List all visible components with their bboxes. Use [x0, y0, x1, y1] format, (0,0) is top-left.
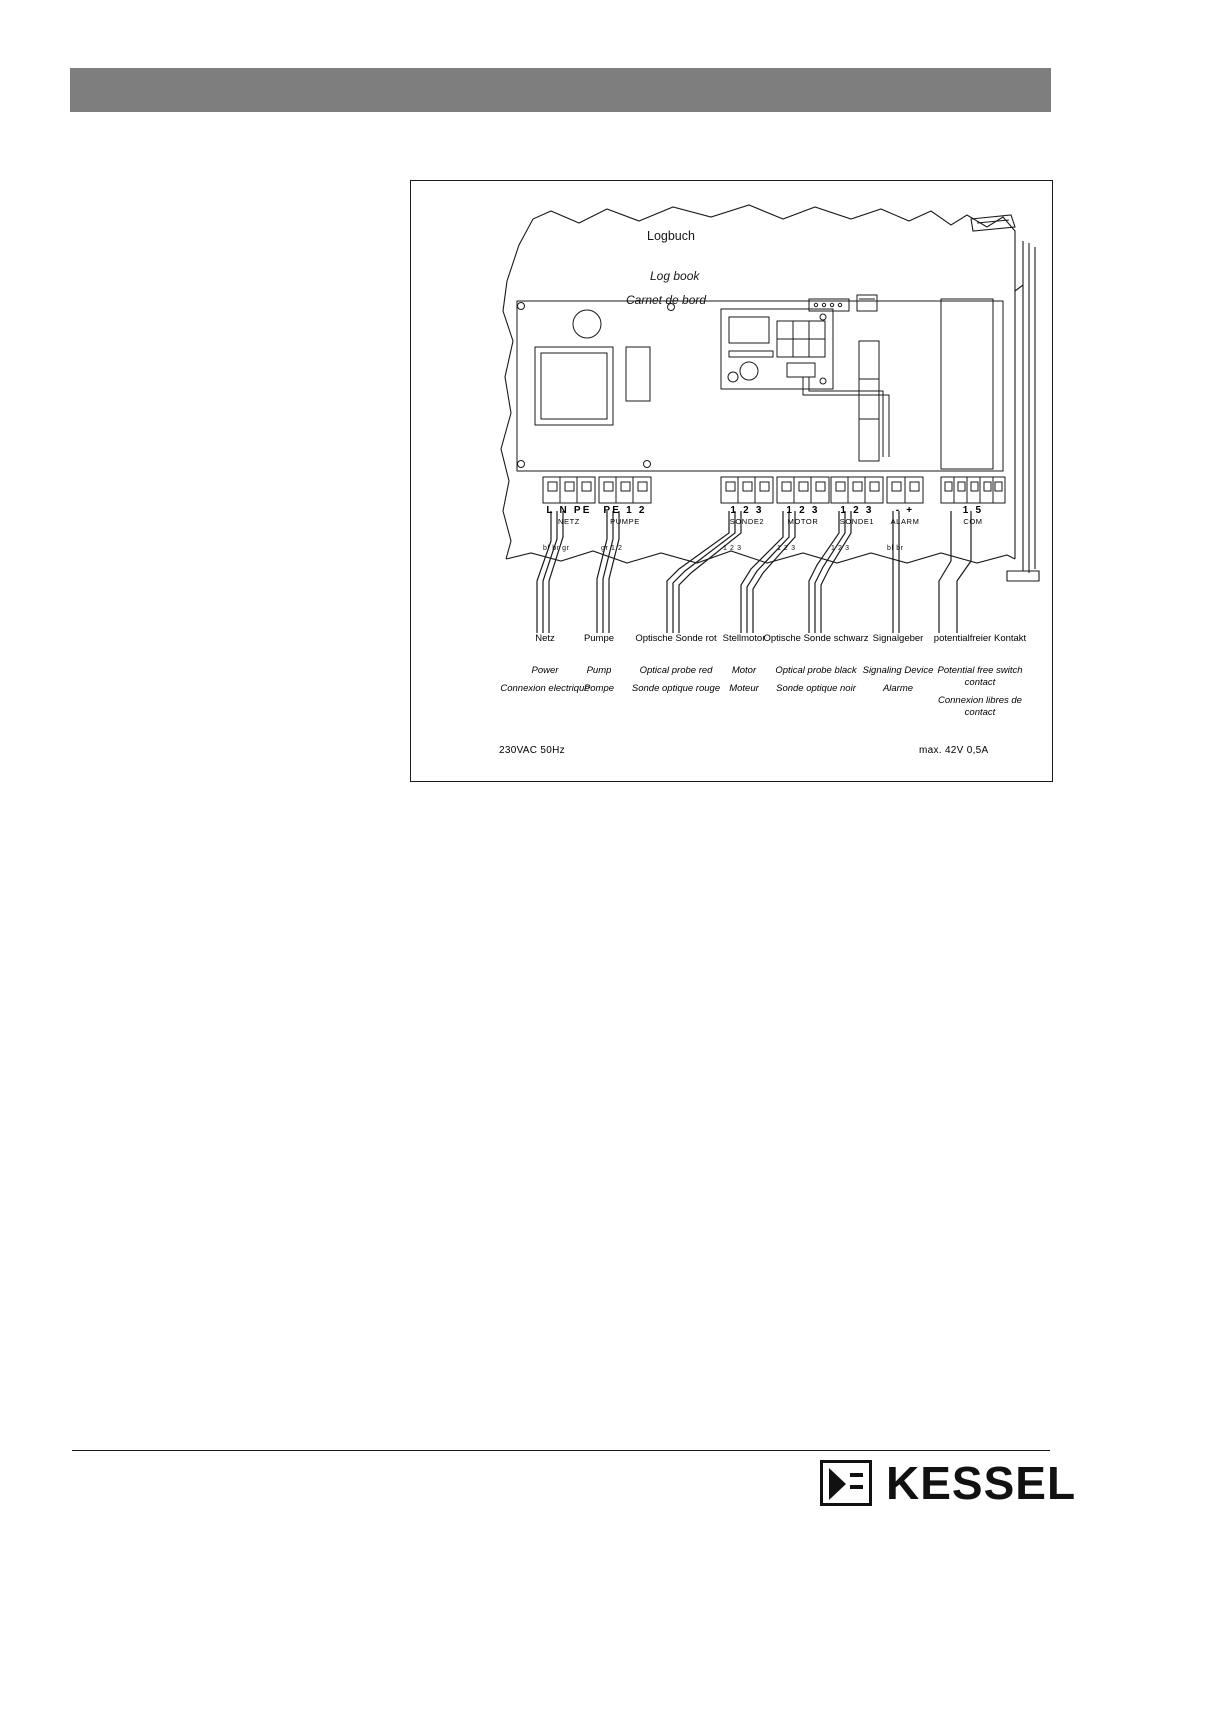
caption-potential-free-contact-de: potentialfreier Kontakt: [933, 633, 1027, 644]
caption-potential-free-contact-fr: Connexion libres de contact: [938, 695, 1022, 718]
caption-pump-de: Pumpe: [583, 633, 615, 644]
terminal-pumpe: [589, 505, 661, 527]
caption-signaling-device-de: Signalgeber: [872, 633, 924, 644]
terminal-alarm-numbers: - +: [895, 505, 915, 516]
terminal-com-numbers: 1 5: [962, 505, 984, 516]
caption-signaling-device-fr: Alarme: [882, 683, 914, 694]
wire-label-pumpe: gr 1 2: [601, 545, 623, 552]
wire-label-sonde2: 1 2 3: [723, 545, 742, 552]
wire-label-alarm: bl br: [887, 545, 904, 552]
caption-pump-fr: Pompe: [583, 683, 615, 694]
wire-label-sonde1: 1 2 3: [831, 545, 850, 552]
terminal-pumpe-numbers: PE 1 2: [603, 505, 647, 516]
terminal-sonde1-numbers: 1 2 3: [840, 505, 874, 516]
rating-mains: 230VAC 50Hz: [499, 745, 565, 756]
footer-divider: [72, 1450, 1050, 1451]
brand-logo: [820, 1456, 1076, 1510]
caption-potential-free-contact: [923, 633, 1037, 719]
terminal-sonde2-numbers: 1 2 3: [730, 505, 764, 516]
caption-optical-probe-red-fr: Sonde optique rouge: [631, 683, 721, 694]
terminal-sonde1-label: SONDE1: [839, 517, 875, 526]
caption-optical-probe-red-de: Optische Sonde rot: [635, 633, 717, 644]
caption-motor-en: Motor: [731, 665, 757, 676]
caption-pump-en: Pump: [586, 665, 612, 676]
caption-optical-probe-red-en: Optical probe red: [639, 665, 713, 676]
wiring-diagram-figure: [410, 180, 1053, 782]
caption-power-de: Netz: [535, 633, 555, 644]
rating-contact: max. 42V 0,5A: [919, 745, 989, 756]
terminal-alarm-label: ALARM: [890, 517, 920, 526]
caption-optical-probe-black-fr: Sonde optique noir: [776, 683, 856, 694]
terminal-alarm: [871, 505, 939, 527]
terminal-motor-numbers: 1 2 3: [786, 505, 820, 516]
caption-signaling-device-en: Signaling Device: [862, 665, 934, 676]
terminal-netz-numbers: L N PE: [546, 505, 592, 516]
caption-potential-free-contact-en: Potential free switch contact: [937, 665, 1023, 688]
caption-power-en: Power: [531, 665, 559, 676]
figure-title-de: Logbuch: [647, 229, 695, 243]
kessel-logo-icon: [820, 1460, 872, 1506]
terminal-com: [939, 505, 1007, 527]
figure-title-en: Log book: [650, 269, 700, 283]
terminal-com-label: COM: [963, 517, 983, 526]
terminal-pumpe-label: PUMPE: [610, 517, 640, 526]
caption-optical-probe-black-en: Optical probe black: [775, 665, 857, 676]
terminal-motor-label: MOTOR: [787, 517, 819, 526]
figure-title-fr: Carnet de bord: [626, 293, 707, 307]
terminal-sonde2-label: SONDE2: [729, 517, 765, 526]
terminal-netz-label: NETZ: [558, 517, 580, 526]
caption-optical-probe-black-de: Optische Sonde schwarz: [763, 633, 869, 644]
wire-label-motor: 1 2 3: [777, 545, 796, 552]
caption-motor-de: Stellmotor: [722, 633, 766, 644]
caption-motor-fr: Moteur: [729, 683, 759, 694]
wire-label-netz: bl br gr: [543, 545, 570, 552]
page-header-bar: [70, 68, 1051, 112]
brand-name: KESSEL: [886, 1457, 1077, 1509]
caption-power-fr: Connexion electrique: [500, 683, 590, 694]
